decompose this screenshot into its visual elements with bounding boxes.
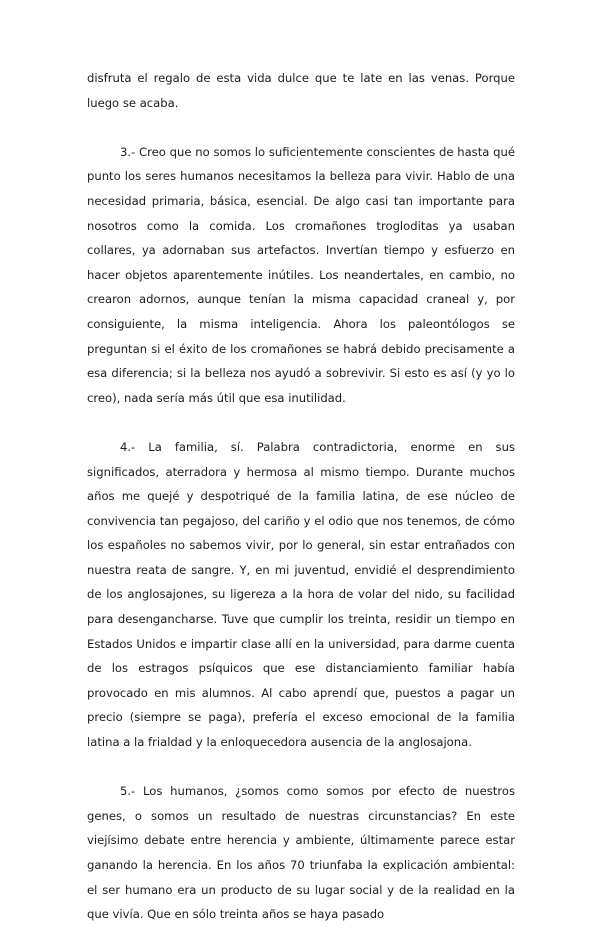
paragraph-5: 5.- Los humanos, ¿somos como somos por efecto de nuestros genes, o somos un resultado de nuestras circunstancias? En este viejísimo debate entre herencia y ambiente, últimamente parece estar ganando la herencia. En los años 70 triunfaba la explicación ambiental: el ser humano era un producto de su lugar social y de la realidad en la que vivía. Que en sólo treinta años se haya pasado (87, 784, 515, 922)
paragraph-continuation: disfruta el regalo de esta vida dulce que te late en las venas. Porque luego se acaba. (87, 71, 515, 110)
paragraph-4: 4.- La familia, sí. Palabra contradictoria, enorme en sus significados, aterradora y hermosa al mismo tiempo. Durante muchos años me quejé y despotriqué de la familia latina, de ese núcleo de convivencia tan pegajoso, del cariño y el odio que nos tenemos, de cómo los españoles no sabemos vivir, por lo general, sin estar entrañados con nuestra reata de sangre. Y, en mi juventud, envidié el desprendimiento de los anglosajones, su ligereza a la hora de volar del nido, su facilidad para desengancharse. Tuve que cumplir los treinta, residir un tiempo en Estados Unidos e impartir clase allí en la universidad, para darme cuenta de los estragos psíquicos que ese distanciamiento familiar había provocado en mis alumnos. Al cabo aprendí que, puestos a pagar un precio (siempre se paga), prefería el exceso emocional de la familia latina a la frialdad y la enloquecedora ausencia de la anglosajona. (87, 439, 515, 750)
document-body (87, 66, 515, 951)
paragraph-3: 3.- Creo que no somos lo suficientemente conscientes de hasta qué punto los seres humanos necesitamos la belleza para vivir. Hablo de una necesidad primaria, básica, esencial. De algo casi tan importante para nosotros como la comida. Los cromañones trogloditas ya usaban collares, ya adornaban sus artefactos. Invertían tiempo y esfuerzo en hacer objetos aparentemente inútiles. Los neandertales, en cambio, no crearon adornos, aunque tenían la misma capacidad craneal y, por consiguiente, la misma inteligencia. Ahora los paleontólogos se preguntan si el éxito de los cromañones se habrá debido precisamente a esa diferencia; si la belleza nos ayudó a sobrevivir. Si esto es así (y yo lo creo), nada sería más útil que esa inutilidad. (87, 144, 515, 405)
